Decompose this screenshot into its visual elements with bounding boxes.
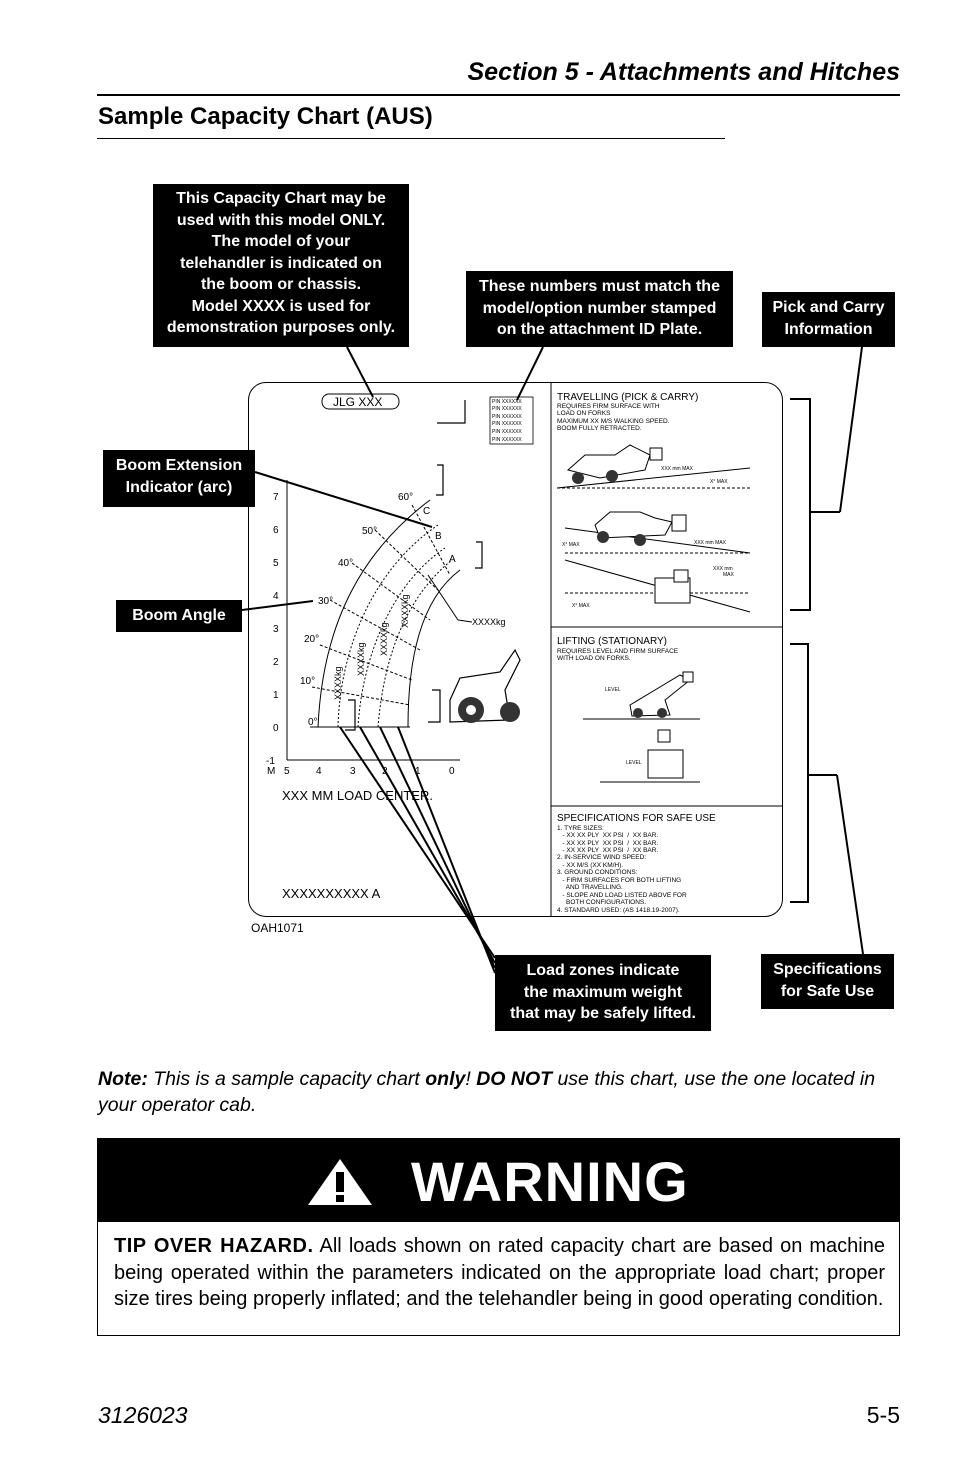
note-only: only bbox=[425, 1068, 466, 1090]
specs-title: SPECIFICATIONS FOR SAFE USE bbox=[557, 813, 716, 824]
wheel-icon bbox=[500, 702, 520, 722]
dimension-label: XXX mm MAX bbox=[661, 466, 693, 472]
specs-line: 4. STANDARD USED: (AS 1418.19-2007). bbox=[557, 907, 680, 914]
zone-label: XXXXkg bbox=[379, 622, 389, 656]
zone-label: XXXXkg bbox=[333, 666, 343, 700]
leader-line bbox=[347, 347, 373, 397]
zone-label: XXXXkg bbox=[472, 617, 506, 627]
leader-line bbox=[242, 601, 313, 610]
wheel-icon bbox=[634, 534, 646, 546]
dimension-label: X° MAX bbox=[710, 479, 728, 485]
callout-line: model/option number stamped bbox=[482, 299, 717, 317]
specs-line: - XX XX PLY XX PSI / XX BAR. bbox=[557, 840, 659, 847]
specs-line: - XX XX PLY XX PSI / XX BAR. bbox=[557, 832, 659, 839]
warning-triangle-icon bbox=[306, 1157, 374, 1207]
document-number: 3126023 bbox=[98, 1402, 188, 1428]
y-tick: 0 bbox=[273, 723, 279, 734]
travelling-line: BOOM FULLY RETRACTED. bbox=[557, 425, 642, 432]
leader-lines bbox=[242, 347, 863, 973]
lifting-line: REQUIRES LEVEL AND FIRM SURFACE bbox=[557, 648, 679, 655]
callout-line: Pick and Carry bbox=[772, 299, 885, 316]
zone-label: XXXXkg bbox=[356, 642, 366, 676]
specs-line: - XX M/S (XX KM/H). bbox=[557, 862, 624, 869]
x-tick: 2 bbox=[382, 766, 388, 777]
x-tick: 5 bbox=[284, 766, 290, 777]
load-center-label: XXX MM LOAD CENTER. bbox=[282, 788, 433, 803]
specs-line: 1. TYRE SIZES: bbox=[557, 825, 604, 832]
y-tick: 6 bbox=[273, 525, 279, 536]
y-tick: 2 bbox=[273, 657, 279, 668]
y-tick: 5 bbox=[273, 558, 279, 569]
angle-label: 20° bbox=[304, 634, 320, 645]
specs-line: - XX XX PLY XX PSI / XX BAR. bbox=[557, 847, 659, 854]
part-number: XXXXXXXXXX A bbox=[282, 886, 381, 901]
lifting-title: LIFTING (STATIONARY) bbox=[557, 636, 668, 647]
callout-line: The model of your bbox=[211, 233, 351, 250]
x-unit: M bbox=[267, 766, 276, 777]
angle-label: 30° bbox=[318, 596, 334, 607]
angle-line bbox=[412, 505, 450, 575]
lifting-line: WITH LOAD ON FORKS. bbox=[557, 655, 631, 662]
x-tick: 4 bbox=[316, 766, 322, 777]
load-box-icon bbox=[672, 515, 686, 531]
arc-label: B bbox=[435, 531, 442, 542]
warning-hazard: TIP OVER HAZARD. bbox=[114, 1235, 314, 1257]
fork-icon bbox=[437, 400, 465, 423]
fork-icon bbox=[475, 542, 482, 568]
dimension-label: MAX bbox=[723, 572, 734, 578]
specs-line: 2. IN-SERVICE WIND SPEED: bbox=[557, 854, 647, 861]
wheel-icon bbox=[657, 708, 667, 718]
callout-line: These numbers must match the bbox=[479, 278, 720, 295]
fork-icon bbox=[345, 700, 355, 730]
note-text: ! bbox=[465, 1068, 477, 1090]
pin-row: PIN XXXXXX bbox=[492, 421, 522, 427]
y-tick: 4 bbox=[273, 591, 279, 602]
specs-line: - SLOPE AND LOAD LISTED ABOVE FOR bbox=[557, 892, 687, 899]
travelling-line: MAXIMUM XX M/S WALKING SPEED. bbox=[557, 418, 670, 425]
specs-line: AND TRAVELLING. bbox=[557, 884, 623, 891]
machine-icon bbox=[648, 750, 683, 778]
y-tick: 3 bbox=[273, 624, 279, 635]
callout-line: the boom or chassis. bbox=[200, 276, 362, 293]
angle-label: 10° bbox=[300, 676, 316, 687]
angle-line bbox=[375, 530, 440, 592]
pin-row: PIN XXXXXX bbox=[492, 429, 522, 435]
zone-label: XXXXkg bbox=[400, 594, 410, 628]
leader-line bbox=[840, 347, 862, 512]
level-label: LEVEL bbox=[605, 687, 621, 693]
zone-pointer bbox=[458, 620, 472, 622]
y-tick: 7 bbox=[273, 492, 279, 503]
zone-boundary bbox=[358, 548, 445, 727]
load-box-icon bbox=[674, 570, 688, 582]
page-number: 5-5 bbox=[866, 1402, 900, 1428]
leader-line bbox=[398, 727, 495, 973]
callout-line: used with this model ONLY. bbox=[176, 211, 386, 229]
callout-line: for Safe Use bbox=[780, 982, 875, 1000]
bracket-pick-carry bbox=[790, 399, 840, 610]
fork-icon bbox=[436, 465, 443, 495]
load-box-icon bbox=[683, 672, 693, 682]
model-label: JLG XXX bbox=[333, 395, 383, 409]
angle-label: 40° bbox=[338, 558, 354, 569]
wheel-icon bbox=[572, 472, 584, 484]
x-tick: 0 bbox=[449, 766, 455, 777]
callout-line: Boom Angle bbox=[132, 607, 226, 624]
warning-header bbox=[98, 1139, 899, 1222]
pin-row: PIN XXXXXX bbox=[492, 437, 522, 443]
bracket-specs bbox=[790, 644, 837, 902]
note-label: Note: bbox=[98, 1068, 148, 1090]
note-text: use this chart, use the one located in your operator cab. bbox=[98, 1068, 876, 1116]
warning-text bbox=[114, 1233, 885, 1313]
note-text: This is a sample capacity chart bbox=[147, 1068, 426, 1090]
pin-row: PIN XXXXXX bbox=[492, 406, 522, 412]
zone-boundary bbox=[378, 560, 452, 727]
wheel-icon bbox=[597, 531, 609, 543]
callout-line: demonstration purposes only. bbox=[166, 319, 396, 336]
pin-row: PIN XXXXXX bbox=[492, 414, 522, 420]
callout-line: Specifications bbox=[773, 961, 882, 978]
zone-pointer bbox=[428, 575, 458, 620]
leader-line bbox=[837, 775, 863, 954]
fork-icon bbox=[428, 690, 440, 722]
warning-body: All loads shown on rated capacity chart are based on machine being operated within the parameters indicated on the appropriate load chart; proper size tires being properly inflated; and the telehandler being in good operating condition. bbox=[114, 1235, 885, 1310]
pin-row: PIN XXXXXX bbox=[492, 399, 522, 405]
load-chart-grid bbox=[266, 400, 520, 777]
x-tick: 3 bbox=[350, 766, 356, 777]
travelling-title: TRAVELLING (PICK & CARRY) bbox=[557, 392, 699, 403]
callout-line: telehandler is indicated on bbox=[180, 254, 382, 272]
callout-line: the maximum weight bbox=[523, 983, 683, 1001]
angle-label: 0° bbox=[308, 717, 318, 728]
wheel-icon bbox=[606, 470, 618, 482]
y-tick: -1 bbox=[266, 756, 275, 767]
page-heading: Sample Capacity Chart (AUS) bbox=[98, 103, 433, 130]
wheel-icon bbox=[633, 708, 643, 718]
angle-label: 50° bbox=[362, 526, 378, 537]
level-label: LEVEL bbox=[626, 760, 642, 766]
arc-label: A bbox=[449, 554, 456, 565]
y-tick: 1 bbox=[273, 690, 279, 701]
callout-line: Model XXXX is used for bbox=[191, 297, 371, 315]
travelling-line: LOAD ON FORKS bbox=[557, 410, 611, 417]
callout-line: that may be safely lifted. bbox=[510, 1005, 696, 1022]
specs-line: BOTH CONFIGURATIONS. bbox=[557, 899, 647, 906]
callout-line: Indicator (arc) bbox=[125, 478, 233, 496]
load-box-icon bbox=[658, 730, 670, 742]
note-donot: DO NOT bbox=[476, 1068, 553, 1090]
dimension-label: XXX mm MAX bbox=[694, 540, 726, 546]
note-paragraph bbox=[98, 1066, 898, 1118]
telehandler-icon bbox=[450, 650, 520, 723]
angle-label: 60° bbox=[398, 492, 414, 503]
warning-box bbox=[97, 1138, 900, 1336]
callout-line: Load zones indicate bbox=[526, 962, 680, 979]
figure-id: OAH1071 bbox=[251, 921, 304, 935]
dimension-label: XXX mm bbox=[713, 566, 733, 572]
arc-label: C bbox=[423, 506, 431, 517]
dimension-label: X° MAX bbox=[562, 542, 580, 548]
callout-line: on the attachment ID Plate. bbox=[496, 321, 703, 338]
leader-line bbox=[517, 347, 543, 400]
callout-line: This Capacity Chart may be bbox=[176, 190, 386, 207]
specs-line: - FIRM SURFACES FOR BOTH LIFTING bbox=[557, 877, 682, 884]
specs-line: 3. GROUND CONDITIONS: bbox=[557, 869, 638, 876]
x-tick: 1 bbox=[415, 766, 421, 777]
wheel-hub bbox=[466, 705, 476, 715]
callout-line: Boom Extension bbox=[115, 457, 243, 474]
callout-line: Information bbox=[784, 320, 873, 338]
section-title: Section 5 - Attachments and Hitches bbox=[467, 58, 900, 86]
dimension-label: X° MAX bbox=[572, 603, 590, 609]
travelling-line: REQUIRES FIRM SURFACE WITH bbox=[557, 403, 660, 410]
load-box-icon bbox=[650, 448, 662, 460]
warning-title: WARNING bbox=[411, 1150, 689, 1213]
